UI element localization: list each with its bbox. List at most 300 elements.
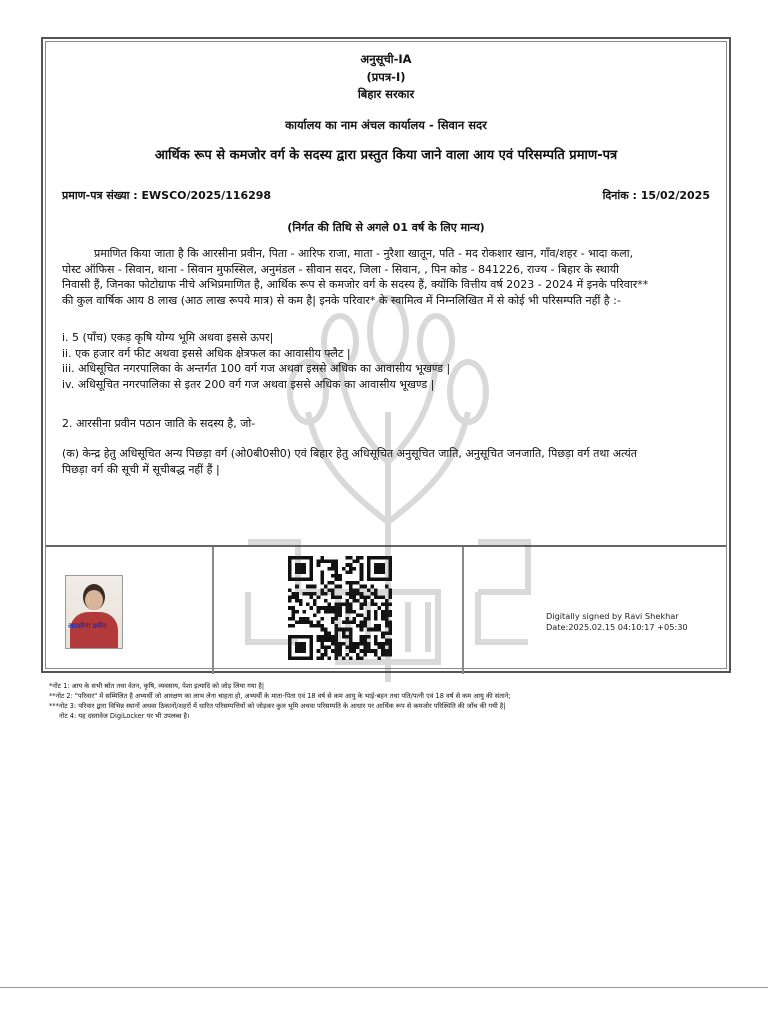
qr-module: [381, 649, 385, 653]
qr-module: [388, 649, 392, 653]
qr-module: [335, 628, 339, 632]
qr-module: [385, 603, 389, 607]
qr-module: [317, 560, 321, 564]
qr-module: [356, 656, 360, 660]
qr-module: [338, 613, 342, 617]
qr-module: [342, 656, 346, 660]
paragraph-line: पोस्ट ऑफिस - सिवान, थाना - सिवान मुफस्सिल, अनुमंडल - सीवान सदर, जिला - सिवान, , पिन कोड - 841226, राज्य - बिहार के स्थायी: [62, 262, 619, 276]
qr-module: [338, 585, 342, 589]
qr-module: [385, 585, 389, 589]
qr-module: [356, 624, 360, 628]
qr-module: [327, 560, 331, 564]
qr-module: [342, 642, 346, 646]
qr-module: [378, 642, 382, 646]
qr-module: [335, 656, 339, 660]
qr-module: [306, 621, 310, 625]
qr-module: [313, 592, 317, 596]
qr-module: [320, 574, 324, 578]
qr-module: [349, 610, 353, 614]
qr-module: [310, 624, 314, 628]
qr-module: [363, 603, 367, 607]
qr-module: [388, 631, 392, 635]
qr-module: [327, 606, 331, 610]
qr-module: [338, 646, 342, 650]
digital-signature: [546, 611, 688, 633]
qr-module: [360, 592, 364, 596]
qr-module: [360, 638, 364, 642]
qr-module: [331, 592, 335, 596]
qr-module: [320, 581, 324, 585]
qr-module: [363, 638, 367, 642]
qr-module: [374, 635, 378, 639]
clause-line: (क) केन्द्र हेतु अधिसूचित अन्य पिछड़ा वर्ग (ओ0बी0सी0) एवं बिहार हेतु अधिसूचित अनुसूचित जाति, अनुसूचित जनजाति, पिछड़ा वर्ग तथा अत्यंत: [62, 447, 637, 460]
qr-module: [331, 560, 335, 564]
qr-module: [367, 595, 371, 599]
qr-module: [345, 653, 349, 657]
qr-module: [360, 649, 364, 653]
qr-module: [338, 574, 342, 578]
certificate-date: दिनांक : 15/02/2025: [602, 189, 710, 202]
qr-module: [349, 592, 353, 596]
footnote: ***नोट 3: परिवार द्वारा विभिन्न स्थानों अथवा ठिकानों/शहरों में धारित परिसम्पत्तियों को जोड़कर कुल भूमि अथवा परिसम्पति के आधार पर आर्थिक रूप से कमजोर परिस्थिति की जाँच की गयी है|: [49, 702, 506, 710]
qr-module: [363, 595, 367, 599]
qr-module: [349, 585, 353, 589]
qr-module: [331, 638, 335, 642]
qr-module: [367, 613, 371, 617]
clause-line: पिछड़ा वर्ग की सूची में सूचीबद्ध नहीं हैं |: [62, 462, 220, 476]
qr-module: [292, 617, 296, 621]
qr-module: [374, 592, 378, 596]
qr-module: [335, 585, 339, 589]
qr-module: [327, 656, 331, 660]
qr-module: [288, 588, 292, 592]
qr-module: [288, 599, 292, 603]
qr-module: [324, 592, 328, 596]
qr-module: [374, 617, 378, 621]
certificate-frame: [41, 37, 731, 673]
qr-module: [360, 603, 364, 607]
qr-module: [331, 617, 335, 621]
qr-module: [385, 631, 389, 635]
qr-module: [385, 610, 389, 614]
qr-module: [317, 606, 321, 610]
qr-module: [374, 595, 378, 599]
qr-module: [349, 595, 353, 599]
applicant-photo: [65, 575, 123, 649]
qr-module: [320, 635, 324, 639]
qr-module: [313, 585, 317, 589]
qr-module: [310, 606, 314, 610]
qr-module: [345, 599, 349, 603]
qr-module: [295, 585, 299, 589]
qr-module: [360, 635, 364, 639]
qr-module: [331, 649, 335, 653]
qr-module: [327, 610, 331, 614]
qr-module: [388, 610, 392, 614]
qr-module: [345, 646, 349, 650]
qr-module: [356, 581, 360, 585]
qr-module: [385, 621, 389, 625]
qr-module: [302, 617, 306, 621]
qr-module: [324, 599, 328, 603]
qr-module: [317, 621, 321, 625]
qr-module: [363, 635, 367, 639]
qr-module: [360, 656, 364, 660]
qr-module: [331, 610, 335, 614]
qr-module: [335, 567, 339, 571]
qr-module: [331, 606, 335, 610]
qr-module: [353, 567, 357, 571]
qr-module: [302, 592, 306, 596]
asset-item: ii. एक हजार वर्ग फीट अथवा इससे अधिक क्षेत्रफल का आवासीय फ्लैट |: [62, 346, 351, 360]
asset-item: i. 5 (पाँच) एकड़ कृषि योग्य भूमि अथवा इससे ऊपर|: [62, 331, 274, 344]
qr-module: [288, 624, 292, 628]
qr-module: [317, 649, 321, 653]
asset-list: [62, 330, 450, 392]
qr-module: [324, 653, 328, 657]
form-heading: (प्रपत्र-I): [366, 70, 406, 84]
qr-module: [370, 603, 374, 607]
qr-module: [335, 635, 339, 639]
qr-module: [338, 628, 342, 632]
qr-module: [349, 570, 353, 574]
qr-module: [388, 653, 392, 657]
qr-module: [374, 653, 378, 657]
signature-line: Date:2025.02.15 04:10:17 +05:30: [546, 622, 688, 632]
qr-module: [381, 646, 385, 650]
qr-module: [324, 649, 328, 653]
qr-module: [385, 624, 389, 628]
qr-module: [324, 635, 328, 639]
qr-module: [353, 610, 357, 614]
qr-module: [295, 621, 299, 625]
page-bottom-rule: [0, 987, 768, 988]
qr-module: [317, 595, 321, 599]
qr-module: [370, 649, 374, 653]
qr-module: [374, 588, 378, 592]
qr-module: [353, 560, 357, 564]
qr-module: [374, 638, 378, 642]
qr-module: [292, 613, 296, 617]
qr-module: [374, 603, 378, 607]
qr-module: [320, 578, 324, 582]
verification-band: [46, 545, 726, 674]
qr-module: [324, 606, 328, 610]
paragraph-line: की कुल वार्षिक आय 8 लाख (आठ लाख रूपये मात्र) से कम है| इनके परिवार* के स्वामित्व में निम्नलिखित में से कोई भी परिसम्पति नहीं है :-: [62, 293, 621, 307]
qr-module: [313, 599, 317, 603]
qr-module: [327, 567, 331, 571]
qr-module: [292, 592, 296, 596]
qr-module: [331, 642, 335, 646]
qr-module: [335, 560, 339, 564]
qr-module: [349, 621, 353, 625]
qr-module: [363, 653, 367, 657]
qr-module: [295, 610, 299, 614]
qr-module: [385, 617, 389, 621]
qr-module: [345, 635, 349, 639]
qr-module: [349, 603, 353, 607]
photo-caption: आरसीना प्रवीन: [68, 622, 107, 630]
qr-module: [306, 603, 310, 607]
qr-module: [338, 603, 342, 607]
qr-module: [381, 603, 385, 607]
qr-module: [388, 592, 392, 596]
qr-module: [317, 610, 321, 614]
qr-module: [367, 628, 371, 632]
qr-module: [306, 592, 310, 596]
qr-module: [335, 631, 339, 635]
qr-module: [288, 606, 292, 610]
qr-module: [345, 610, 349, 614]
qr-module: [385, 642, 389, 646]
qr-module: [381, 653, 385, 657]
caste-statement: 2. आरसीना प्रवीन पठान जाति के सदस्य है, जो-: [62, 417, 256, 430]
qr-module: [327, 581, 331, 585]
qr-module: [299, 599, 303, 603]
qr-module: [320, 556, 324, 560]
qr-module: [335, 606, 339, 610]
qr-module: [345, 563, 349, 567]
qr-module: [313, 603, 317, 607]
qr-module: [335, 595, 339, 599]
qr-module: [381, 631, 385, 635]
qr-module: [349, 635, 353, 639]
paragraph-line: प्रमाणित किया जाता है कि आरसीना प्रवीन, पिता - आरिफ राजा, माता - नुरैशा खातून, पति - मद रोकशार खान, गाँव/शहर - भादा कला,: [94, 247, 634, 260]
qr-module: [345, 603, 349, 607]
qr-module: [360, 563, 364, 567]
asset-item: iv. अधिसूचित नगरपालिका से इतर 200 वर्ग गज अथवा इससे अधिक का आवासीय भूखण्ड |: [62, 377, 435, 391]
qr-module: [370, 585, 374, 589]
qr-module: [345, 581, 349, 585]
qr-module: [363, 649, 367, 653]
qr-module: [317, 624, 321, 628]
qr-module: [335, 610, 339, 614]
qr-module: [370, 599, 374, 603]
office-name: कार्यालय का नाम अंचल कार्यालय - सिवान सदर: [285, 118, 487, 132]
qr-module: [349, 656, 353, 660]
qr-module: [349, 563, 353, 567]
qr-module: [378, 656, 382, 660]
qr-module: [342, 628, 346, 632]
qr-module: [335, 574, 339, 578]
qr-module: [335, 570, 339, 574]
qr-module: [349, 649, 353, 653]
qr-module: [385, 613, 389, 617]
qr-module: [338, 642, 342, 646]
qr-module: [335, 563, 339, 567]
qr-module: [363, 624, 367, 628]
qr-module: [378, 606, 382, 610]
qr-module: [338, 595, 342, 599]
qr-module: [381, 610, 385, 614]
qr-module: [338, 610, 342, 614]
qr-module: [310, 592, 314, 596]
qr-module: [295, 595, 299, 599]
qr-module: [385, 649, 389, 653]
qr-module: [367, 617, 371, 621]
qr-module: [374, 613, 378, 617]
qr-module: [335, 613, 339, 617]
qr-module: [353, 621, 357, 625]
qr-module: [360, 595, 364, 599]
qr-module: [374, 624, 378, 628]
qr-module: [353, 649, 357, 653]
qr-module: [349, 606, 353, 610]
qr-module: [349, 567, 353, 571]
qr-module: [345, 570, 349, 574]
qr-module: [381, 617, 385, 621]
qr-module: [327, 635, 331, 639]
qr-module: [306, 617, 310, 621]
qr-module: [302, 610, 306, 614]
qr-module: [335, 649, 339, 653]
qr-module: [331, 595, 335, 599]
qr-module: [338, 649, 342, 653]
qr-module: [338, 653, 342, 657]
qr-module: [360, 585, 364, 589]
qr-code[interactable]: [288, 556, 392, 660]
qr-module: [388, 628, 392, 632]
qr-module: [378, 628, 382, 632]
qr-module: [349, 581, 353, 585]
qr-module: [388, 646, 392, 650]
qr-module: [360, 567, 364, 571]
qr-module: [295, 599, 299, 603]
qr-module: [388, 621, 392, 625]
qr-module: [327, 646, 331, 650]
schedule-heading: अनुसूची-IA: [360, 52, 412, 66]
qr-module: [363, 642, 367, 646]
qr-module: [356, 613, 360, 617]
qr-module: [363, 585, 367, 589]
qr-module: [310, 621, 314, 625]
qr-module: [345, 617, 349, 621]
qr-module: [335, 638, 339, 642]
qr-module: [299, 617, 303, 621]
qr-module: [327, 631, 331, 635]
qr-module: [345, 556, 349, 560]
qr-module: [317, 635, 321, 639]
qr-module: [288, 595, 292, 599]
qr-module: [331, 567, 335, 571]
qr-module: [320, 638, 324, 642]
qr-module: [378, 595, 382, 599]
qr-module: [342, 635, 346, 639]
qr-module: [327, 638, 331, 642]
qr-module: [299, 603, 303, 607]
qr-module: [313, 624, 317, 628]
qr-module: [349, 556, 353, 560]
qr-module: [320, 588, 324, 592]
qr-module: [360, 613, 364, 617]
photo-cell: [46, 547, 214, 674]
qr-module: [310, 585, 314, 589]
qr-module: [299, 621, 303, 625]
qr-module: [353, 595, 357, 599]
qr-module: [388, 613, 392, 617]
footnote: **नोट 2: "परिवार" में सम्मिलित है अभ्यर्थी जो आरक्षण का लाभ लेना चाहता हो, अभ्यर्थी के माता-पिता एवं 18 वर्ष से कम आयु के भाई-बहन तथा पति/पत्नी एवं 18 वर्ष से कम आयु की संताने;: [49, 692, 511, 700]
qr-module: [331, 574, 335, 578]
qr-module: [345, 592, 349, 596]
qr-module: [310, 595, 314, 599]
qr-module: [335, 603, 339, 607]
qr-module: [367, 635, 371, 639]
qr-module: [370, 592, 374, 596]
qr-module: [388, 595, 392, 599]
qr-module: [356, 556, 360, 560]
qr-module: [367, 642, 371, 646]
paragraph-line: निवासी हैं, जिनका फोटोग्राफ नीचे अभिप्रमाणित है, आर्थिक रूप से कमजोर वर्ग के सदस्य हैं, क्योंकि वित्तीय वर्ष 2023 - 2024 में इनके परिवार**: [62, 278, 649, 291]
qr-module: [345, 628, 349, 632]
qr-module: [356, 642, 360, 646]
certification-paragraph: [62, 246, 718, 308]
qr-module: [378, 646, 382, 650]
signature-cell: [464, 547, 732, 674]
qr-module: [374, 628, 378, 632]
qr-module: [345, 606, 349, 610]
qr-module: [353, 588, 357, 592]
qr-module: [374, 642, 378, 646]
qr-module: [317, 656, 321, 660]
qr-module: [360, 556, 364, 560]
qr-module: [320, 624, 324, 628]
qr-module: [381, 642, 385, 646]
qr-module: [360, 606, 364, 610]
qr-module: [388, 624, 392, 628]
qr-module: [335, 646, 339, 650]
qr-module: [324, 628, 328, 632]
footnote: नोट 4: यह दस्तावेज DigiLocker पर भी उपलब्ध है।: [59, 712, 190, 720]
qr-module: [335, 617, 339, 621]
qr-module: [320, 606, 324, 610]
asset-item: iii. अधिसूचित नगरपालिका के अन्तर्गत 100 वर्ग गज अथवा इससे अधिक का आवासीय भूखण्ड |: [62, 362, 451, 375]
certificate-inner-border: [45, 41, 727, 669]
qr-module: [353, 646, 357, 650]
qr-module: [320, 642, 324, 646]
qr-module: [292, 606, 296, 610]
qr-module: [356, 646, 360, 650]
qr-module: [356, 653, 360, 657]
qr-module: [363, 621, 367, 625]
qr-module: [360, 642, 364, 646]
qr-module: [374, 610, 378, 614]
qr-module: [388, 638, 392, 642]
qr-module: [320, 628, 324, 632]
qr-module: [342, 631, 346, 635]
qr-module: [388, 588, 392, 592]
qr-module: [320, 617, 324, 621]
qr-module: [324, 610, 328, 614]
photo-face: [85, 590, 103, 610]
qr-module: [292, 595, 296, 599]
qr-module: [349, 588, 353, 592]
qr-module: [335, 578, 339, 582]
qr-module: [360, 628, 364, 632]
qr-module: [360, 578, 364, 582]
qr-module: [385, 599, 389, 603]
qr-module: [363, 646, 367, 650]
qr-module: [338, 606, 342, 610]
qr-module: [335, 653, 339, 657]
qr-module: [324, 631, 328, 635]
qr-module: [331, 588, 335, 592]
qr-module: [335, 624, 339, 628]
qr-module: [356, 592, 360, 596]
qr-module: [335, 642, 339, 646]
qr-module: [360, 570, 364, 574]
caste-clause: [62, 446, 718, 477]
qr-module: [345, 621, 349, 625]
